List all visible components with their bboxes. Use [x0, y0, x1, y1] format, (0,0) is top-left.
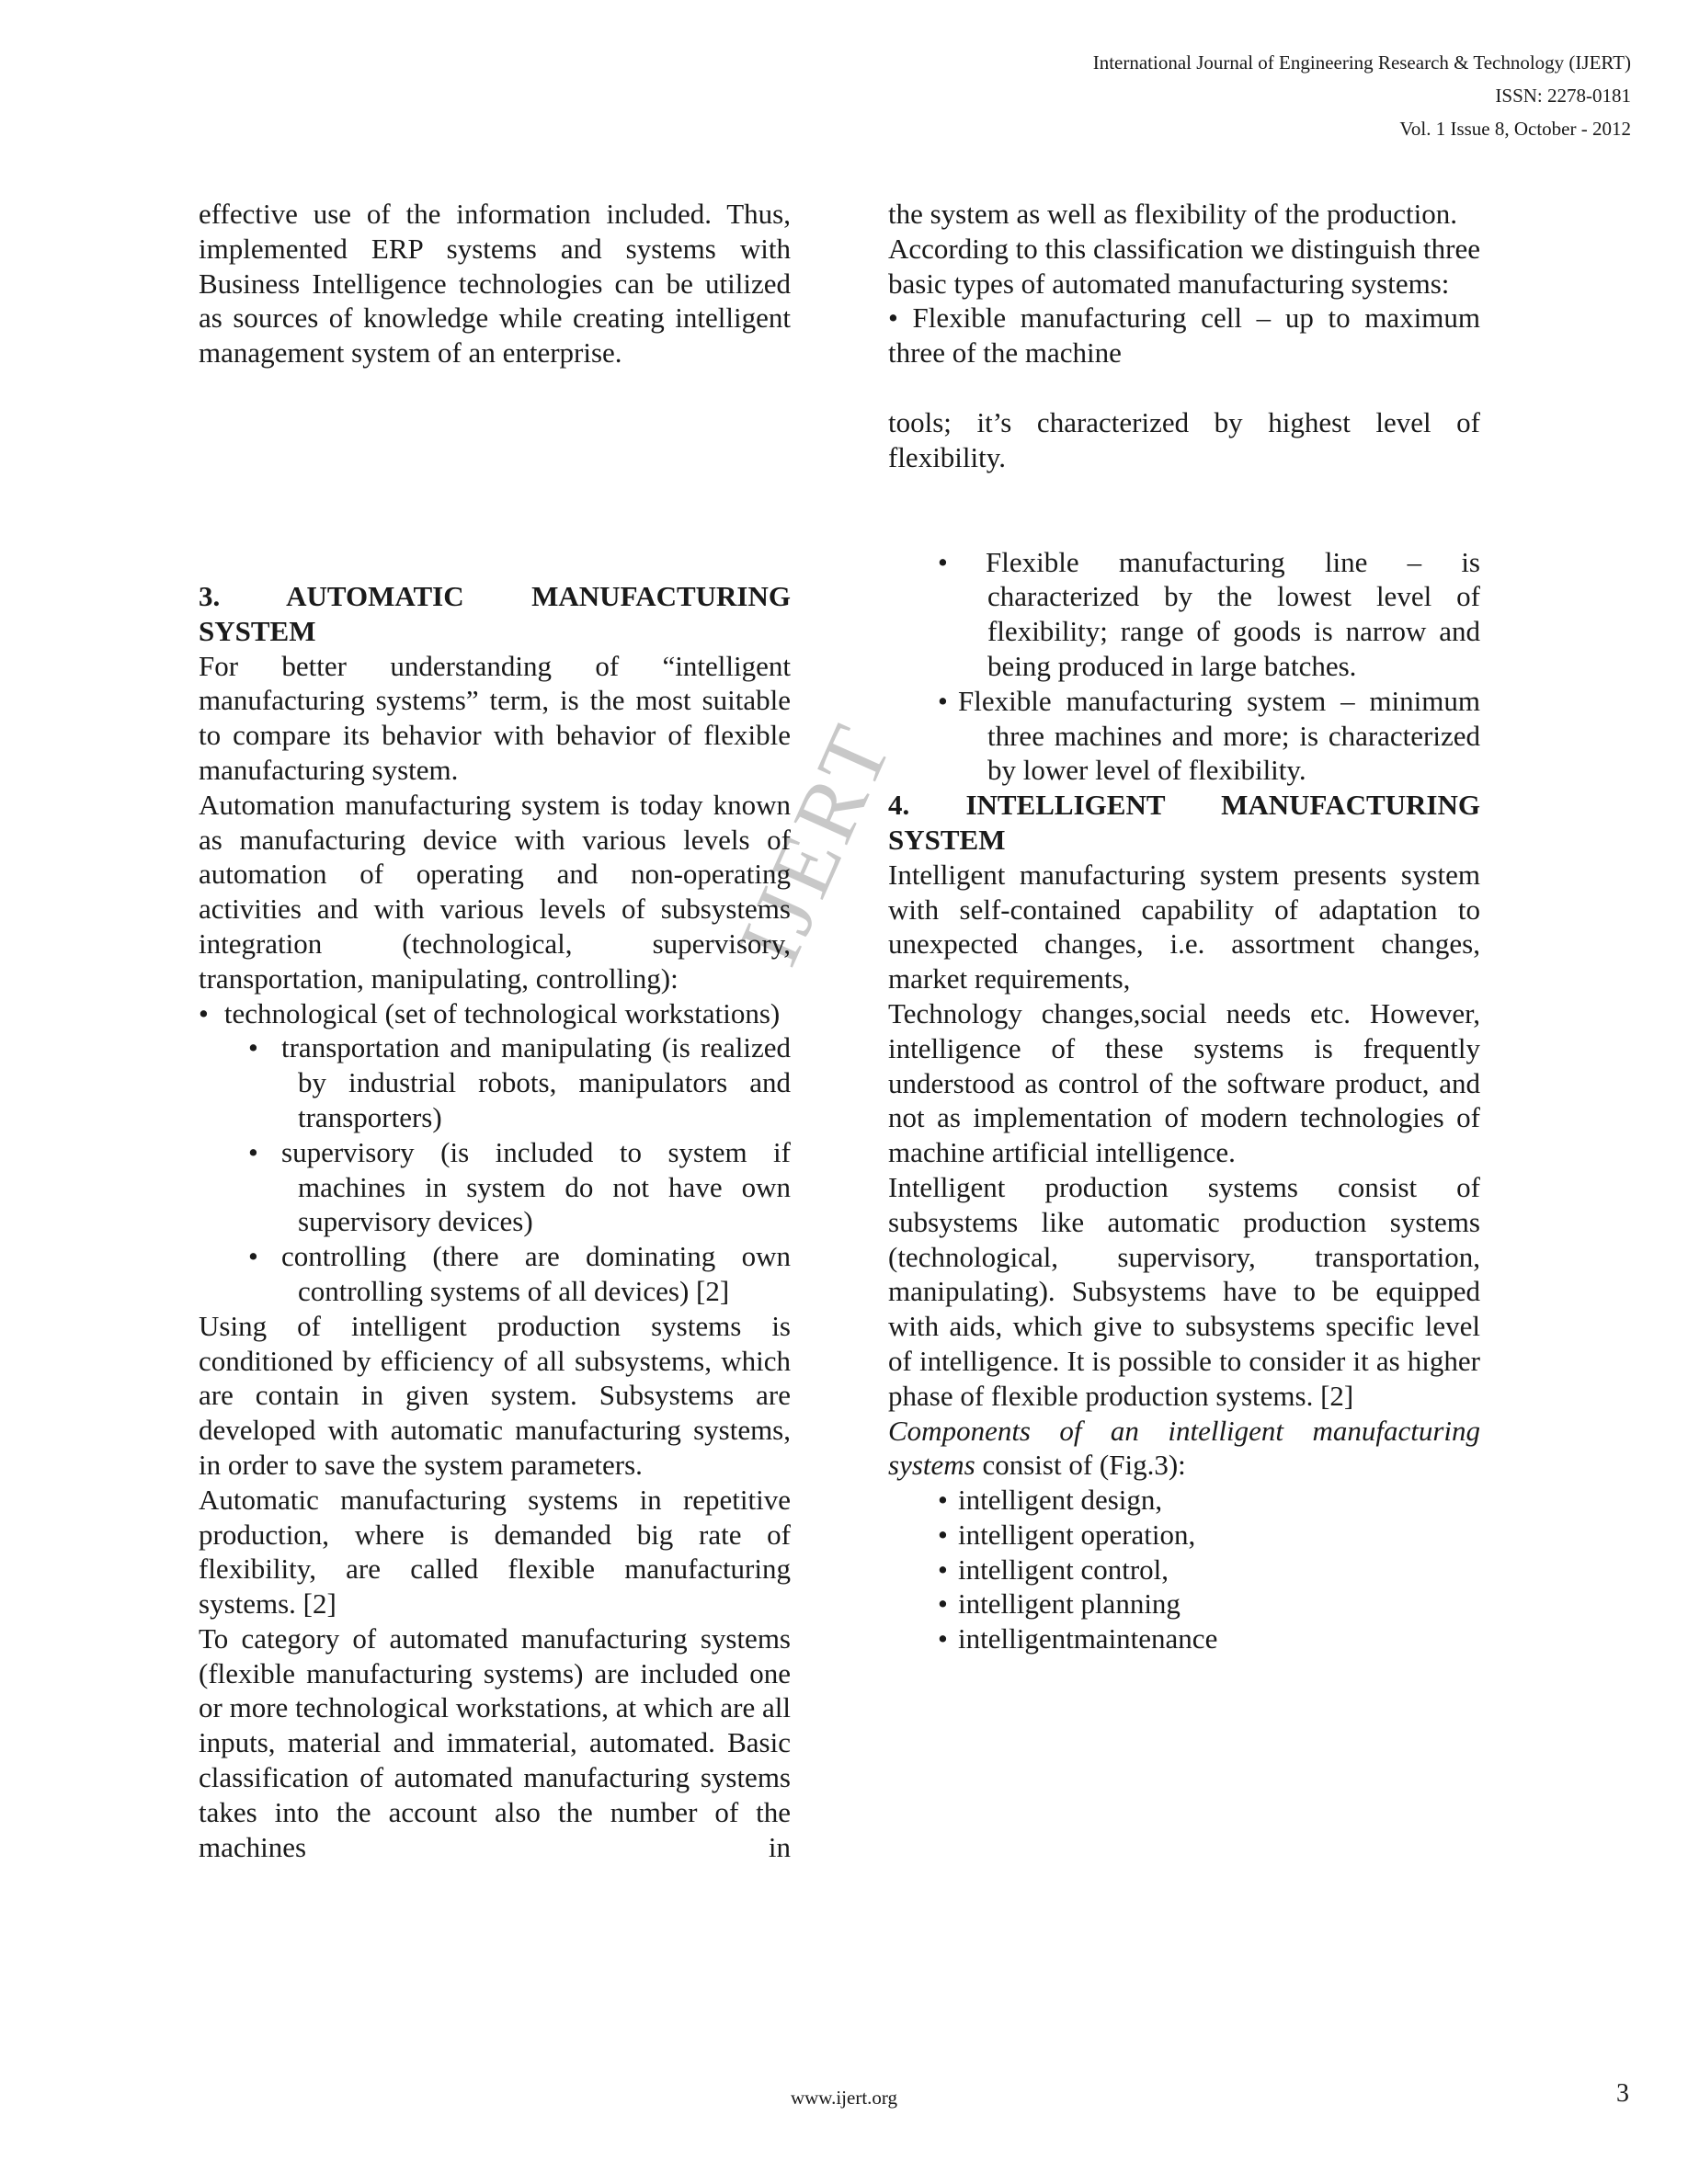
paragraph: For better understanding of “intelligent manufacturing systems” term, is the most suitable to compare its behavior with behavior of flexible manufacturing system.: [199, 649, 791, 786]
paragraph: To category of automated manufacturing systems (flexible manufacturing systems) are included one or more technological workstations, at which are all inputs, material and immaterial, automated. Basic classification of automated manufacturing systems takes into the account also the number of the machines in: [199, 1621, 791, 1863]
left-column: [199, 197, 791, 1864]
list-item: • Flexible manufacturing line – is characterized by the lowest level of flexibility; range of goods is narrow and being produced in large batches.: [938, 545, 1480, 682]
list-item: • transportation and manipulating (is realized by industrial robots, manipulators and transporters): [248, 1031, 791, 1133]
paragraph: Using of intelligent production systems is conditioned by efficiency of all subsystems, which are contain in given system. Subsystems are developed with automatic manufacturing systems, in order to save the system parameters.: [199, 1309, 791, 1481]
watermark: IJERT: [718, 707, 912, 979]
page-number: 3: [1616, 2079, 1629, 2108]
components-list: [888, 1483, 1480, 1656]
paragraph: effective use of the information included. Thus, implemented ERP systems and systems with Business Intelligence technologies can be utilized as sources of knowledge while creating intelligent management system of an enterprise.: [199, 198, 791, 370]
journal-title: International Journal of Engineering Research & Technology (IJERT): [1092, 51, 1631, 74]
paragraph: the system as well as flexibility of the production.: [888, 198, 1458, 230]
volume-issue: Vol. 1 Issue 8, October - 2012: [1399, 118, 1631, 140]
footer-url: www.ijert.org: [790, 2087, 898, 2109]
paragraph: According to this classification we distinguish three basic types of automated manufacturing systems:: [888, 232, 1480, 300]
section-4-heading: 4. INTELLIGENT MANUFACTURING SYSTEM: [888, 789, 1480, 856]
list-item: • intelligentmaintenance: [938, 1622, 1218, 1655]
list-item: • intelligent operation,: [938, 1518, 1196, 1551]
list-item: • technological (set of technological workstations): [199, 996, 781, 1029]
paragraph: tools; it’s characterized by highest level of flexibility.: [888, 405, 1480, 473]
list-item: • supervisory (is included to system if machines in system do not have own supervisory devices): [248, 1135, 791, 1238]
paragraph: • Flexible manufacturing cell – up to maximum three of the machine: [888, 301, 1480, 370]
list-item: • intelligent control,: [938, 1553, 1169, 1586]
paragraph: Automatic manufacturing systems in repetitive production, where is demanded big rate of flexibility, are called flexible manufacturing systems. [2]: [199, 1483, 791, 1621]
paragraph: Intelligent manufacturing system presents system with self-contained capability of adaptation to unexpected changes, i.e. assortment changes, market requirements,: [888, 858, 1480, 995]
list-item: • intelligent planning: [938, 1587, 1180, 1621]
paragraph: Components of an intelligent manufacturing systems consist of (Fig.3):: [888, 1414, 1480, 1482]
paragraph: Technology changes,social needs etc. However, intelligence of these systems is frequently understood as control of the software product, and not as implementation of modern technologies of machine artificial intelligence.: [888, 996, 1480, 1169]
paragraph: Automation manufacturing system is today known as manufacturing device with various levels of automation of operating and non-operating activities and with various levels of subsystems integration (technological, supervisory, transportation, manipulating, controlling):: [199, 788, 791, 995]
section-3-heading: 3. AUTOMATIC MANUFACTURING SYSTEM: [199, 579, 791, 647]
list-item: • intelligent design,: [938, 1484, 1163, 1517]
list-item: • controlling (there are dominating own controlling systems of all devices) [2]: [248, 1240, 791, 1307]
list-item: • Flexible manufacturing system – minimum three machines and more; is characterized by lower level of flexibility.: [938, 684, 1480, 787]
right-column: [888, 197, 1480, 1656]
issn: ISSN: 2278-0181: [1495, 85, 1631, 107]
paragraph: Intelligent production systems consist of subsystems like automatic production systems (technological, supervisory, transportation, manipulating). Subsystems have to be equipped with aids, which give to subsystems specific level of intelligence. It is possible to consider it as higher phase of flexible production systems. [2]: [888, 1170, 1480, 1412]
